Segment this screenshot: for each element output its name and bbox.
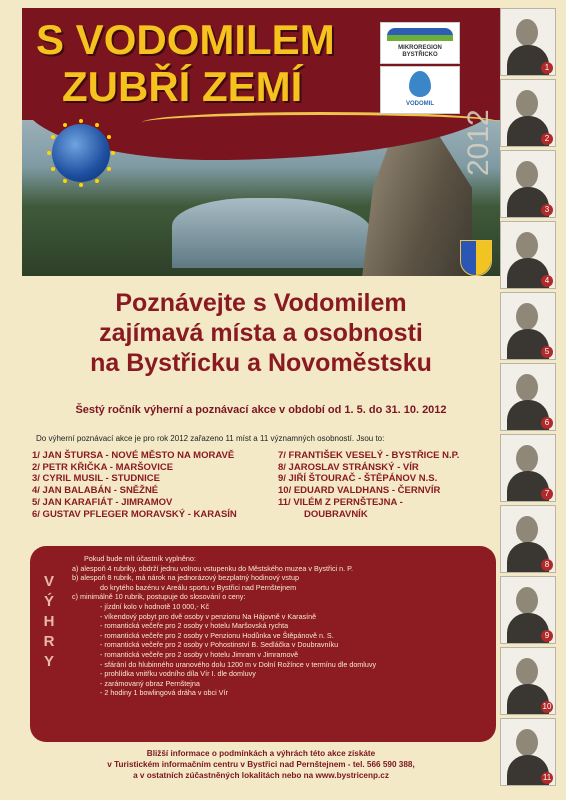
title-line-2: ZUBŘÍ ZEMÍ [62,63,303,110]
headline-line-2: zajímavá místa a osobnosti [99,319,423,347]
portrait-number: 2 [541,133,553,145]
list-item: 7/ FRANTIŠEK VESELÝ - BYSTŘICE N.P. [278,450,460,461]
headline-line-3: na Bystřicku a Novoměstsku [90,349,432,377]
portrait [500,8,556,76]
portrait [500,363,556,431]
portrait-number: 1 [541,62,553,74]
prize-line: - zarámovaný obraz Pernštejna [100,678,200,688]
portrait-number: 8 [541,559,553,571]
prize-line: b) alespoň 8 rubrik, má nárok na jednorázový bezplatný hodinový vstup [72,573,299,583]
portrait [500,292,556,360]
portrait-number: 9 [541,630,553,642]
portrait [500,718,556,786]
list-item: 5/ JAN KARAFIÁT - JIMRAMOV [32,496,173,508]
prize-line: do krytého bazénu v Areálu sportu v Bystřici nad Pernštejnem [100,582,297,592]
prize-line: - prohlídka vnitřku vodního díla Vír I. dle domluvy [100,669,256,679]
portrait-strip [500,8,558,793]
prize-line: a) alespoň 4 rubriky, obdrží jednu volnou vstupenku do Městského muzea v Bystřici n. P. [72,563,353,573]
list-item: 1/ JAN ŠTURSA - NOVÉ MĚSTO NA MORAVĚ [32,450,235,461]
list-item: 6/ GUSTAV PFLEGER MORAVSKÝ - KARASÍN [32,508,237,520]
eu-stars-icon [46,118,116,188]
prize-side-letter: R [43,633,55,650]
portrait [500,647,556,715]
footer-line: a v ostatních zúčastněných lokalitách nebo na www.bystricenp.cz [133,771,389,780]
footer-line: v Turistickém informačním centru v Bystřici nad Pernštejnem - tel. 566 590 388, [107,760,415,769]
portrait [500,505,556,573]
prize-line: - sfárání do hlubinného uranového dolu 1200 m v Dolní Rožínce v termínu dle domluvy [100,659,377,669]
portrait-number: 4 [541,275,553,287]
title-line-1: S VODOMILEM [36,16,335,63]
list-column-right [278,450,494,520]
portrait [500,79,556,147]
list-column-left [32,450,280,520]
places-list [26,432,496,544]
headline-line-1: Poznávejte s Vodomilem [115,289,407,317]
gold-wave-line [142,112,500,133]
prize-line: - jízdní kolo v hodnotě 10 000,- Kč [100,601,210,611]
portrait-number: 11 [542,773,552,782]
prize-side-letter: V [43,573,54,590]
list-intro: Do výherní poznávací akce je pro rok 2012 zařazeno 11 míst a 11 významných osobností. Jsou to: [36,434,385,443]
lake-image [172,198,372,268]
prize-line: - romantická večeře pro 2 osoby v hotelu Jimram v Jimramově [100,649,299,659]
list-item: 8/ JAROSLAV STRÁNSKÝ - VÍR [278,461,419,473]
mikroregion-logo [380,22,460,64]
prize-side-label [36,572,62,672]
list-item: 4/ JAN BALABÁN - SNĚŽNÉ [32,485,159,497]
list-item: 3/ CYRIL MUSIL - STUDNICE [32,473,160,485]
portrait [500,150,556,218]
prize-line: - romantická večeře pro 2 osoby v hotelu Maršovská rychta [100,621,289,631]
prize-line: - romantická večeře pro 2 osoby v Penzionu Hodůnka ve Štěpánově n. S. [100,630,334,640]
water-drop-icon [409,71,431,97]
prize-line: - romantická večeře pro 2 osoby v Pohostinství B. Sedláčka v Doubravníku [100,640,339,650]
portrait-number: 6 [541,417,553,429]
footer-line: Bližší informace o podmínkách a výhrách této akce získáte [146,749,376,758]
portrait-number: 7 [541,488,553,500]
portrait-number: 5 [541,346,553,358]
headline [22,288,500,378]
prize-line: - 2 hodiny 1 bowlingová dráha v obci Vír [100,688,228,698]
prize-line: c) minimálně 10 rubrik, postupuje do slosování o ceny: [72,592,246,602]
prize-box [30,546,496,742]
prize-side-letter: Ý [43,593,54,610]
list-item: 9/ JIŘÍ ŠTOURAČ - ŠTĚPÁNOV N.S. [278,473,438,485]
portrait [500,576,556,644]
vodomil-logo-text: VODOMIL [406,101,434,107]
subline: Šestý ročník výherní a poznávací akce v období od 1. 5. do 31. 10. 2012 [75,404,447,416]
portrait [500,221,556,289]
prize-side-letter: Y [43,653,54,670]
portrait-number: 3 [541,204,553,216]
mikroregion-logo-text: MIKROREGION BYSTŘICKO [398,45,442,58]
prize-text [72,554,486,698]
poster-header [22,8,500,276]
list-item: DOUBRAVNÍK [304,508,368,520]
prize-line: Pokud bude mít účastník vyplněno: [84,554,196,563]
eu-globe-icon [52,124,110,182]
prize-line: - víkendový pobyt pro dvě osoby v penzionu Na Hájovně v Karasíně [100,611,317,621]
footer-info [26,748,496,781]
prize-side-letter: H [43,613,55,630]
list-item: 10/ EDUARD VALDHANS - ČERNVÍR [278,485,441,497]
vodomil-logo [380,66,460,114]
portrait [500,434,556,502]
list-item: 11/ VILÉM Z PERNŠTEJNA - [278,496,403,508]
coat-of-arms-icon [460,240,492,276]
portrait-number: 10 [542,702,552,711]
poster-title [36,16,335,110]
list-item: 2/ PETR KŘIČKA - MARŠOVICE [32,461,174,473]
year-label: 2012 [462,109,495,176]
